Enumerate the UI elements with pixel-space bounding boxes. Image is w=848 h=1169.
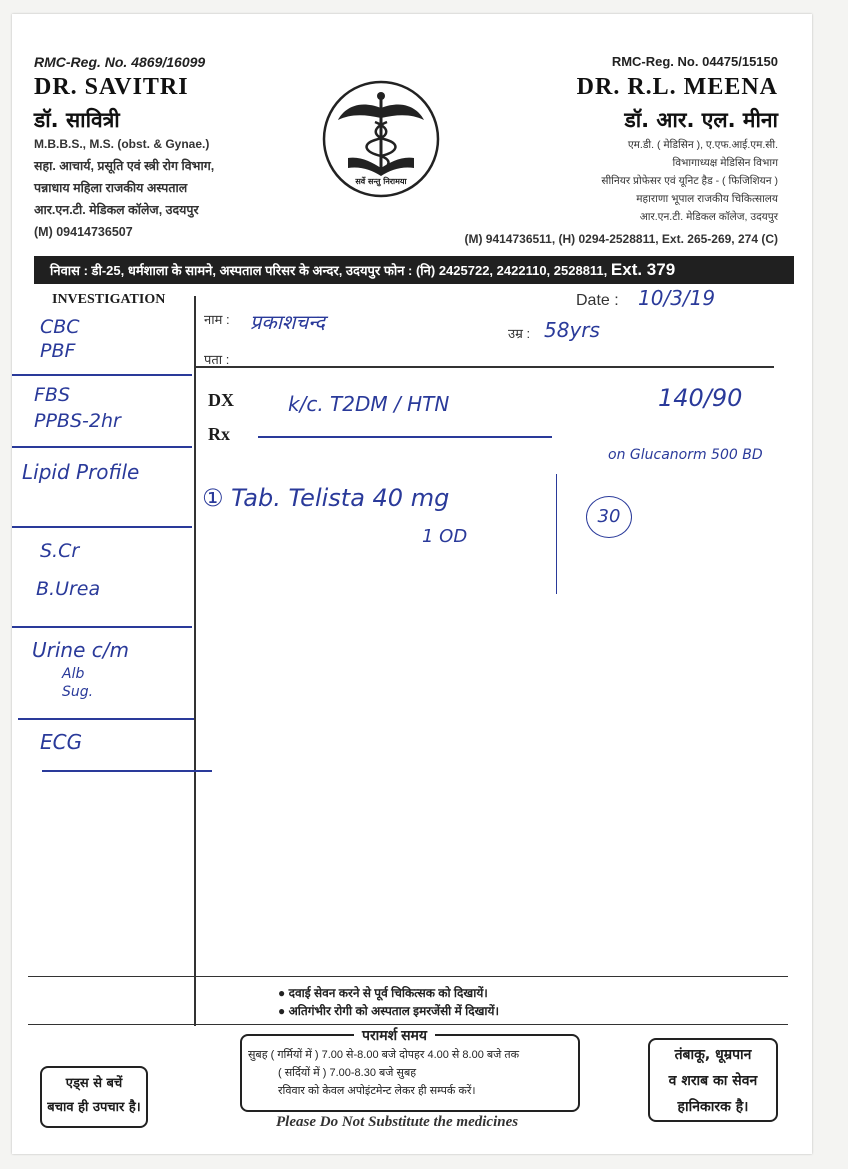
- current-medication-note: on Glucanorm 500 BD: [608, 447, 763, 463]
- item-separator: [12, 446, 192, 448]
- tobacco-line-2: व शराब का सेवन: [668, 1073, 758, 1089]
- dx-label: DX: [208, 390, 234, 410]
- no-substitute-note: Please Do Not Substitute the medicines: [276, 1114, 519, 1130]
- header-underline: [194, 366, 774, 368]
- right-doctor-phone: (M) 9414736511, (H) 0294-2528811, Ext. 265-269, 274 (C): [464, 232, 778, 246]
- consultation-title: परामर्श समय: [354, 1026, 435, 1045]
- diagnosis: k/c. T2DM / HTN: [288, 392, 450, 416]
- right-doctor-line5: आर.एन.टी. मेडिकल कॉलेज, उदयपुर: [639, 211, 778, 223]
- investigation-item: Urine c/m: [32, 638, 129, 662]
- date-label: Date :: [576, 292, 619, 309]
- aids-awareness-box: [40, 1066, 148, 1128]
- blood-pressure: 140/90: [658, 384, 743, 412]
- rx-label: Rx: [208, 424, 230, 444]
- caduceus-logo: [320, 78, 442, 200]
- investigation-item: ECG: [40, 730, 83, 754]
- left-doctor-name-hi: डॉ. सावित्री: [34, 108, 120, 132]
- investigation-title: INVESTIGATION: [52, 292, 166, 307]
- prescription-sheet: [12, 14, 812, 1154]
- consultation-line-3: रविवार को केवल अपोइंटमेन्ट लेकर ही सम्पर्क करें।: [278, 1085, 476, 1097]
- item-separator: [12, 374, 192, 376]
- left-reg-number: RMC-Reg. No. 4869/16099: [34, 54, 206, 70]
- footer-note-1: ● दवाई सेवन करने से पूर्व चिकित्सक को दिखायें।: [278, 986, 488, 1000]
- bracket-mark: [556, 474, 571, 594]
- name-label: नाम :: [204, 312, 230, 327]
- investigation-item: CBC: [40, 316, 80, 338]
- investigation-item: PPBS-2hr: [34, 410, 121, 432]
- right-doctor-line1: एम.डी. ( मेडिसिन ), ए.एफ.आई.एम.सी.: [627, 139, 778, 151]
- consultation-timing-box: [240, 1027, 580, 1112]
- left-doctor-hospital: पन्नाधाय महिला राजकीय अस्पताल: [34, 181, 188, 195]
- right-doctor-name-hi: डॉ. आर. एल. मीना: [624, 108, 778, 132]
- patient-name: प्रकाशचन्द: [250, 310, 326, 334]
- investigation-item: S.Cr: [40, 540, 80, 562]
- consultation-line-1: सुबह ( गर्मियों में ) 7.00 से-8.00 बजे दोपहर 4.00 से 8.00 बजे तक: [248, 1049, 520, 1061]
- tobacco-warning-box: [648, 1038, 778, 1122]
- address-label: पता :: [204, 352, 230, 367]
- investigation-item: FBS: [34, 384, 71, 406]
- investigation-item: Sug.: [62, 684, 94, 700]
- right-doctor-name-en: DR. R.L. MEENA: [576, 74, 778, 100]
- rx-line-1: ① Tab. Telista 40 mg: [202, 484, 450, 512]
- left-doctor-degree: M.B.B.S., M.S. (obst. & Gynae.): [34, 137, 210, 151]
- right-doctor-line4: महाराणा भूपाल राजकीय चिकित्सालय: [636, 193, 778, 205]
- investigation-item: Alb: [62, 666, 85, 682]
- address-ext: Ext. 379: [610, 260, 676, 279]
- right-doctor-line2: विभागाध्यक्ष मेडिसिन विभाग: [672, 157, 778, 169]
- right-reg-number: RMC-Reg. No. 04475/15150: [611, 54, 778, 69]
- address-text: निवास : डी-25, धर्मशाला के सामने, अस्पताल परिसर के अन्दर, उदयपुर फोन : (नि) 2425722, 2422110, 2528811,: [50, 263, 608, 278]
- tobacco-line-1: तंबाकू, धूम्रपान: [674, 1047, 752, 1063]
- date-value: 10/3/19: [638, 286, 716, 310]
- residence-address-bar: [34, 256, 794, 284]
- tobacco-line-3: हानिकारक है।: [677, 1099, 749, 1115]
- investigation-item: PBF: [40, 340, 76, 362]
- footer-note-2: ● अतिगंभीर रोगी को अस्पताल इमरजेंसी में दिखायें।: [278, 1004, 500, 1018]
- item-separator: [12, 626, 192, 628]
- patient-age: 58yrs: [544, 318, 600, 342]
- diagnosis-underline: [258, 436, 552, 438]
- item-separator: [18, 718, 194, 720]
- investigation-item: Lipid Profile: [22, 460, 140, 484]
- consultation-line-2: ( सर्दियों में ) 7.00-8.30 बजे सुबह: [278, 1067, 417, 1079]
- left-doctor-phone: (M) 09414736507: [34, 225, 133, 239]
- logo-motto: सर्वे सन्तु निरामया: [355, 177, 407, 186]
- item-separator: [42, 770, 212, 772]
- column-divider: [194, 296, 196, 1026]
- footer-top-line: [28, 976, 788, 977]
- left-doctor-designation: सहा. आचार्य, प्रसूति एवं स्त्री रोग विभाग,: [34, 159, 215, 173]
- duration-days: 30: [586, 496, 632, 538]
- right-doctor-line3: सीनियर प्रोफेसर एवं यूनिट हैड - ( फिजिशियन ): [601, 175, 778, 187]
- left-doctor-college: आर.एन.टी. मेडिकल कॉलेज, उदयपुर: [34, 203, 199, 217]
- aids-line-2: बचाव ही उपचार है।: [47, 1100, 141, 1115]
- aids-line-1: एड्स से बचें: [65, 1076, 123, 1091]
- age-label: उम्र :: [508, 326, 531, 341]
- left-doctor-name-en: DR. SAVITRI: [34, 74, 189, 100]
- item-separator: [12, 526, 192, 528]
- investigation-item: B.Urea: [36, 578, 101, 600]
- footer-bottom-line: [28, 1024, 788, 1025]
- rx-line-1-dosage: 1 OD: [422, 526, 468, 547]
